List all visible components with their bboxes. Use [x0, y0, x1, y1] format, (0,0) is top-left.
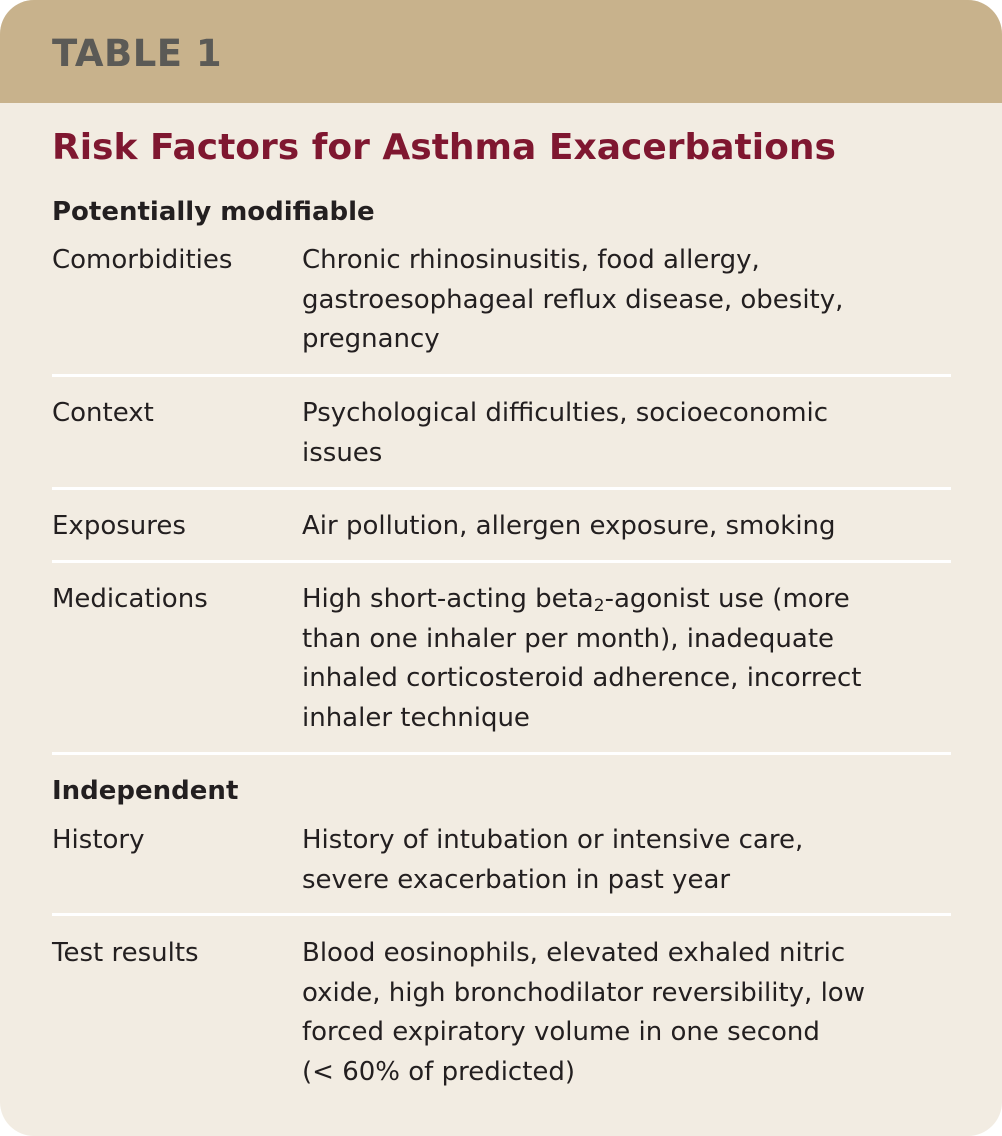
- row-divider: [52, 560, 951, 563]
- row-description-comorbidities: [302, 241, 962, 360]
- description-line: forced expiratory volume in one second: [302, 1017, 820, 1047]
- description-line: Air pollution, allergen exposure, smoking: [302, 511, 836, 541]
- description-line: (< 60% of predicted): [302, 1056, 576, 1087]
- description-line: History of intubation or intensive care,: [302, 825, 804, 855]
- description-text: High short-acting beta: [302, 584, 594, 614]
- row-description-exposures: [302, 507, 962, 547]
- row-category-test-results: Test results: [52, 938, 199, 968]
- row-description-context: [302, 394, 962, 473]
- section-heading-potentially-modifiable: Potentially modifiable: [52, 197, 375, 227]
- description-text: -agonist use (more: [604, 584, 850, 614]
- row-divider: [52, 913, 951, 916]
- subscript-two: 2: [593, 596, 605, 616]
- description-line: oxide, high bronchodilator reversibility, low: [302, 977, 865, 1008]
- description-line: inhaler technique: [302, 702, 530, 733]
- row-description-history: [302, 821, 962, 900]
- row-description-test-results: [302, 934, 962, 1092]
- section-heading-independent: Independent: [52, 776, 239, 806]
- description-line: inhaled corticosteroid adherence, incorrect: [302, 663, 862, 693]
- description-line: Blood eosinophils, elevated exhaled nitric: [302, 938, 846, 968]
- description-line: gastroesophageal reflux disease, obesity,: [302, 284, 844, 315]
- description-line: severe exacerbation in past year: [302, 864, 731, 895]
- row-category-context: Context: [52, 398, 154, 428]
- description-line: issues: [302, 437, 383, 468]
- description-line: [302, 580, 962, 620]
- row-divider: [52, 374, 951, 377]
- description-line: Psychological difficulties, socioeconomic: [302, 398, 829, 428]
- header-band: [0, 0, 1002, 103]
- row-divider: [52, 752, 951, 755]
- row-category-history: History: [52, 825, 145, 855]
- row-category-exposures: Exposures: [52, 511, 186, 541]
- table-label: TABLE 1: [52, 32, 223, 75]
- row-divider: [52, 487, 951, 490]
- row-description-medications: [302, 580, 962, 738]
- description-line: Chronic rhinosinusitis, food allergy,: [302, 245, 760, 275]
- row-category-medications: Medications: [52, 584, 208, 614]
- row-category-comorbidities: Comorbidities: [52, 245, 233, 275]
- description-line: than one inhaler per month), inadequate: [302, 623, 835, 654]
- description-line: pregnancy: [302, 324, 440, 354]
- table-title: Risk Factors for Asthma Exacerbations: [52, 127, 836, 168]
